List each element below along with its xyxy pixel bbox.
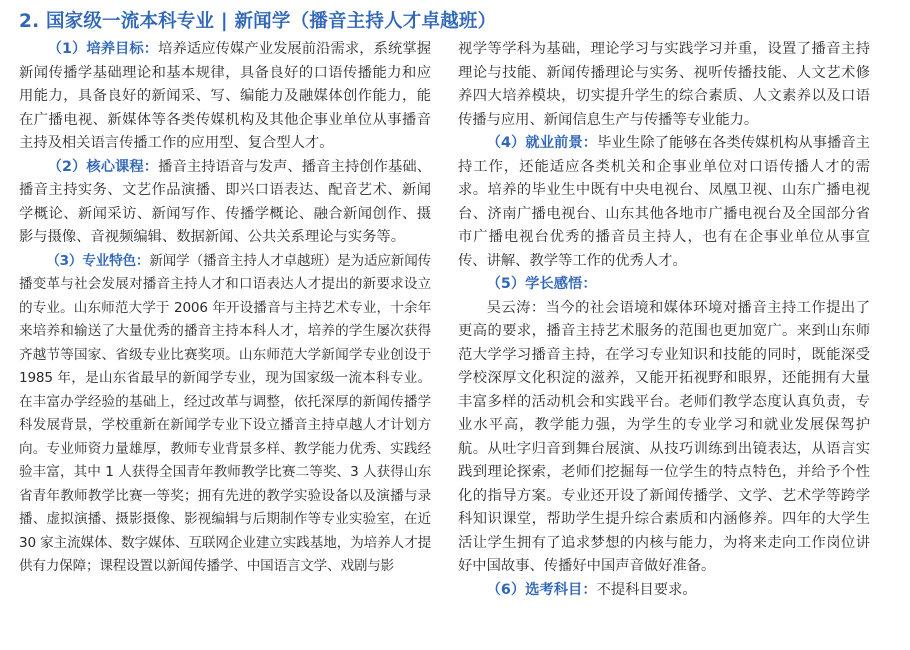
right-column (458, 38, 870, 602)
section-career-heading: （4）就业前景： (486, 135, 598, 151)
section-senior-text: 吴云涛：当今的社会语境和媒体环境对播音主持工作提出了更高的要求，播音主持艺术服务的范围也更加宽广。来到山东师范大学学习播音主持，在学习专业知识和技能的同时，既能深受学校深厚文化积淀的滋养，又能开拓视野和眼界，还能拥有大量丰富多样的活动机会和实践平台。老师们教学态度认真负责，专业水平高，教学能力强，为学生的专业学习和就业发展保驾护航。从吐字归音到舞台展演、从技巧训练到出镜表达，从语言实践到理论探索，老师们挖掘每一位学生的特点特色，并给予个性化的指导方案。专业还开设了新闻传播学、文学、艺术学等跨学科知识课堂，帮助学生提升综合素质和内涵修养。四年的大学生活让学生拥有了追求梦想的内核与能力，为将来走向工作岗位讲好中国故事、传播好中国声音做好准备。 (458, 299, 870, 574)
section-features-heading: （3）专业特色： (46, 252, 150, 269)
section-courses-heading: （2）核心课程： (47, 158, 159, 175)
page-title: 2. 国家级一流本科专业 | 新闻学（播音主持人才卓越班） (19, 11, 497, 32)
section-senior-heading: （5）学长感悟： (486, 276, 597, 292)
section-features-continued (458, 38, 870, 132)
section-career-text: 毕业生除了能够在各类传媒机构从事播音主持工作，还能适应各类机关和企事业单位对口语传播人才的需求。培养的毕业生中既有中央电视台、凤凰卫视、山东广播电视台、济南广播电视台、山东其他各地市广播电视台及全国部分省市广播电视台优秀的播音员主持人，也有在企事业单位从事宣传、讲解、教学等工作的优秀人才。 (458, 135, 870, 269)
section-goal-text: 培养适应传媒产业发展前沿需求，系统掌握新闻传播学基础理论和基本规律，具备良好的口语传播能力和应用能力，具备良好的新闻采、写、编能力及融媒体创作能力，能在广播电视、新媒体等各类传媒机构及其他企事业单位从事播音主持及相关语言传播工作的应用型、复合型人才。 (19, 41, 431, 151)
section-goal-heading: （1）培养目标： (47, 41, 159, 57)
section-career (458, 132, 870, 273)
section-courses (19, 156, 431, 250)
section-goal (19, 38, 431, 156)
section-features-text-right: 视学等学科为基础，理论学习与实践学习并重，设置了播音主持理论与技能、新闻传播理论与实务、视听传播技能、人文艺术修养四大培养模块，切实提升学生的综合素质、人文素养以及口语传播与应用、新闻信息生产与传播等专业能力。 (458, 41, 870, 128)
section-features-text-left: 新闻学（播音主持人才卓越班）是为适应新闻传播变革与社会发展对播音主持人才和口语表达人才提出的新要求设立的专业。山东师范大学于 2006 年开设播音与主持艺术专业，十余年来培养和输送了大量优秀的播音主持本科人才，培养的学生屡次获得齐越节等国家、省级专业比赛奖项。山东师范大学新闻学专业创设于 1985 年，是山东省最早的新闻学专业，现为国家级一流本科专业。在丰富办学经验的基础上，经过改革与调整，依托深厚的新闻传播学科发展背景，学校重新在新闻学专业下设立播音主持卓越人才计划方向。专业师资力量雄厚，教师专业背景多样、教学能力优秀、实践经验丰富，其中 1 人获得全国青年教师教学比赛二等奖、3 人获得山东省青年教师教学比赛一等奖；拥有先进的教学实验设备以及演播与录播、虚拟演播、摄影摄像、影视编辑与后期制作等专业实验室，在近 30 家主流媒体、数字媒体、互联网企业建立实践基地，为培养人才提供有力保障；课程设置以新闻传播学、中国语言文学、戏剧与影 (19, 252, 431, 574)
section-senior (458, 297, 870, 579)
section-subjects-heading: （6）选考科目： (486, 581, 597, 598)
left-column (19, 38, 431, 579)
section-courses-text: 播音主持语音与发声、播音主持创作基础、播音主持实务、文艺作品演播、即兴口语表达、配音艺术、新闻学概论、新闻采访、新闻写作、传播学概论、融合新闻创作、摄影与摄像、音视频编辑、数据新闻、公共关系理论与实务等。 (19, 158, 431, 245)
section-subjects (458, 579, 870, 603)
section-senior-heading-line (458, 273, 870, 297)
section-features (19, 250, 431, 579)
section-subjects-text: 不提科目要求。 (596, 581, 697, 598)
